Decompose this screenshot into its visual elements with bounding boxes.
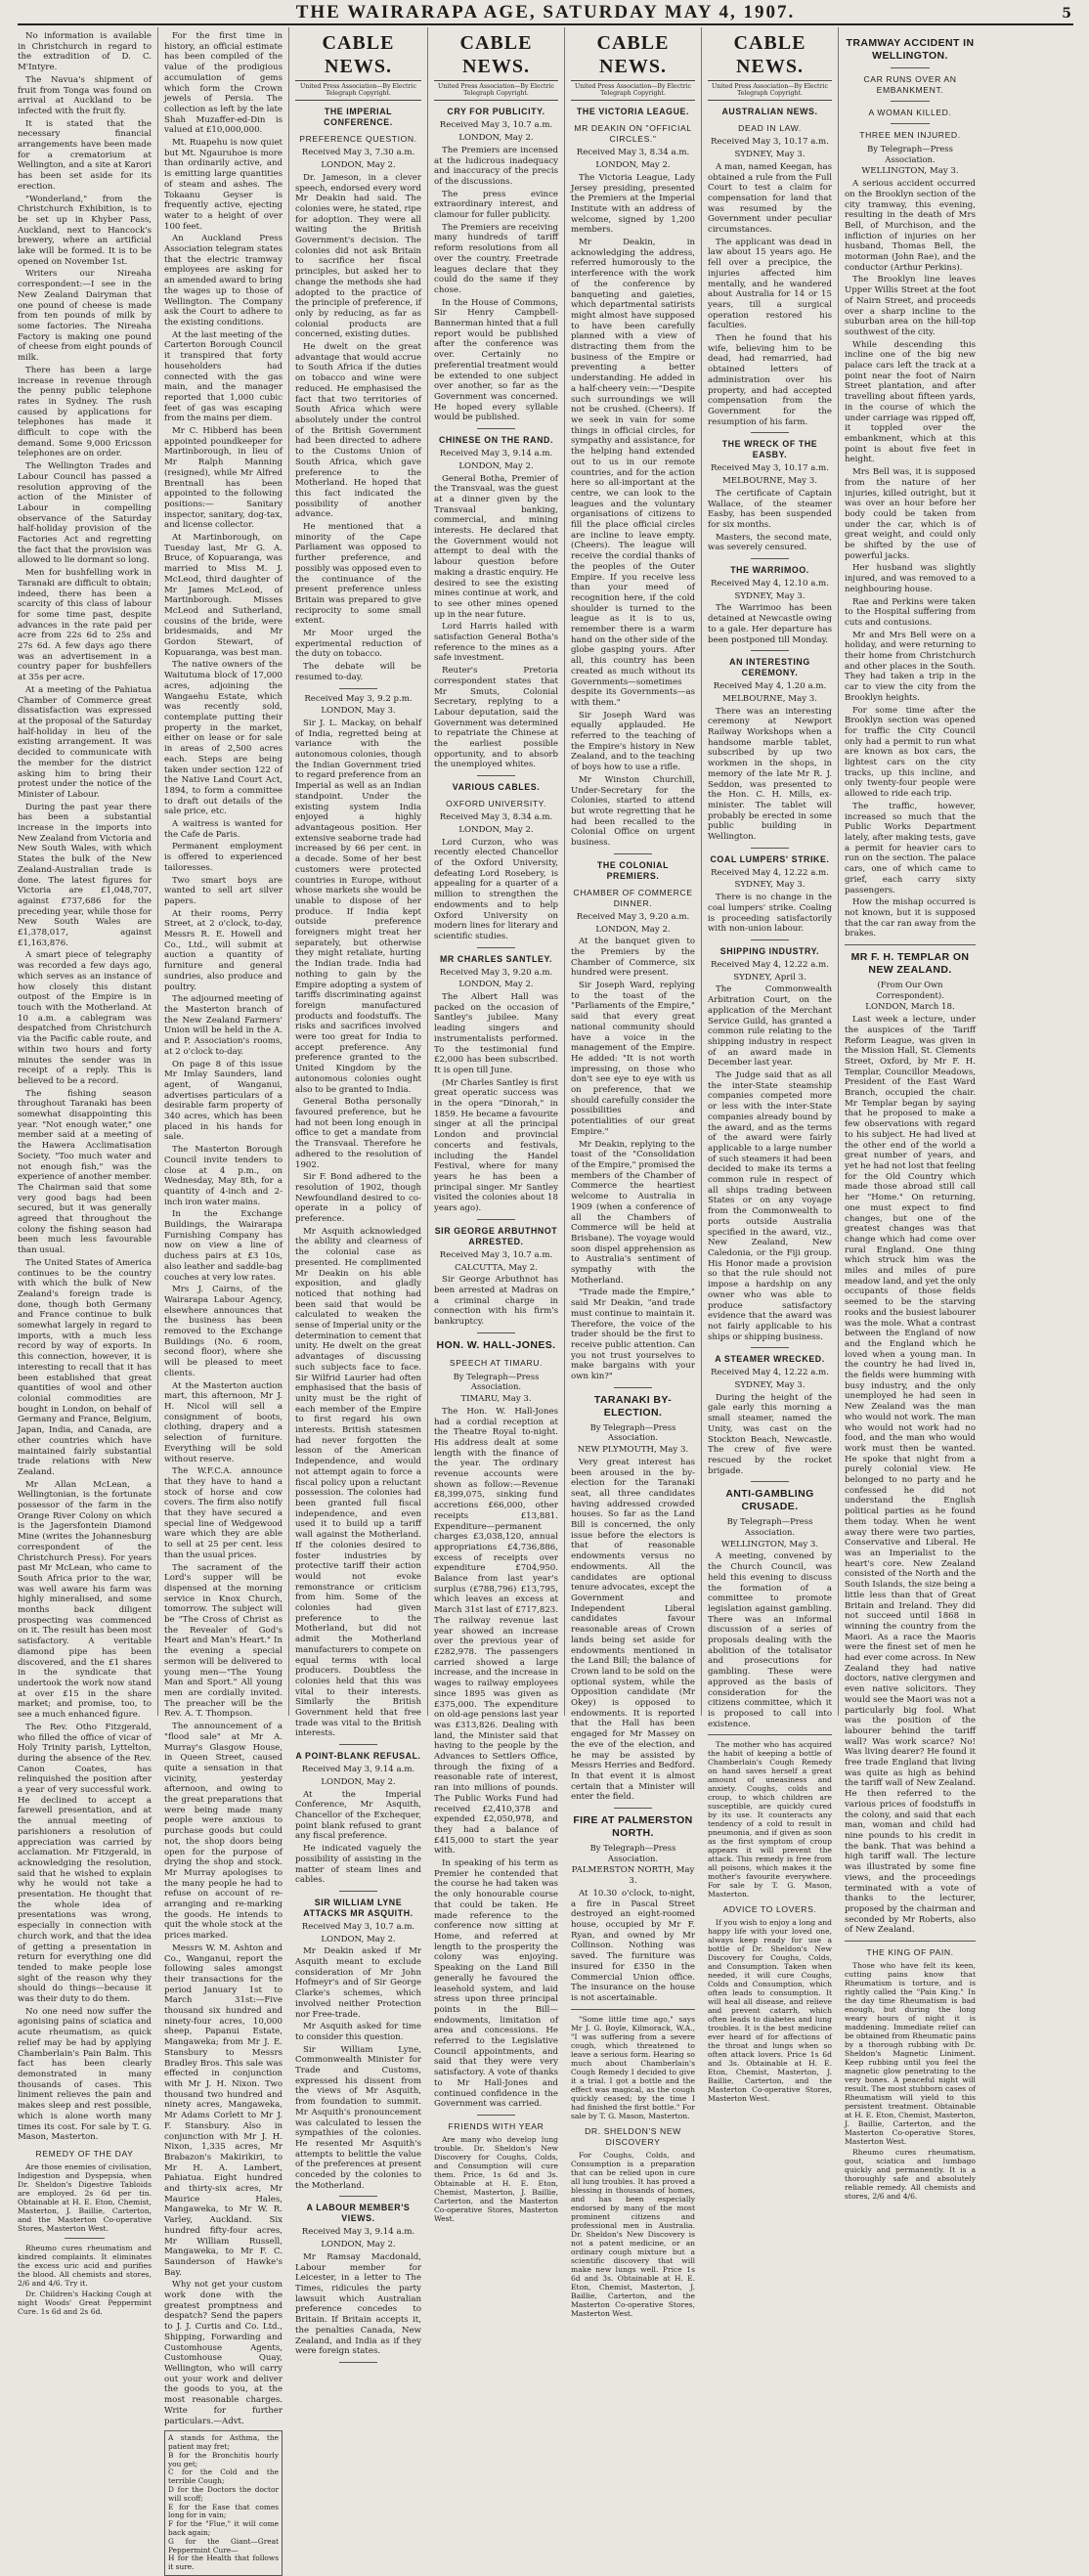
dateline: SYDNEY, May 3.: [734, 590, 806, 601]
copyright-line: United Press Association—By Electric Telegraph Copyright.: [571, 83, 695, 101]
article-paragraph: Mrs J. Cairns, of the Wairarapa Labour Agency, elsewhere announces that the business has been removed to the Exchange Buildings (No. 6 room, second floor), where she will be pleased to meet clients.: [164, 1285, 283, 1378]
section-divider: [845, 944, 976, 945]
article-paragraph: In the House of Commons, Sir Henry Campbell-Bannerman hinted that a full report would be published after the conference was over. Certainly no preferential treatment would be extended to one subject over another, so far as the Government was concerned. He hoped every syllable would be published.: [434, 297, 558, 423]
dateline: LONDON, May 2.: [458, 133, 534, 144]
article-paragraph: The Albert Hall was packed on the occasion of Santley's jubilee. Many leading singers and instrumentalists performed. To the testimonial fund £2,000 has been subscribed. It is open till June.: [434, 992, 558, 1075]
section-divider: [339, 1744, 377, 1745]
received-time: Received May 4, 12.10 a.m.: [711, 579, 829, 589]
article-paragraph: Mr Winston Churchill, Under-Secretary for the Colonies, started to attend but wrote regretting that he had been recalled to the Colonial Office on urgent business.: [571, 774, 695, 849]
copyright-line: United Press Association—By Electric Telegraph Copyright.: [708, 83, 832, 101]
advertisement-text: For Coughs, Colds, and Consumption is a preparation that can be relied upon in cure all lung troubles. It has proved a blessing in thousands of homes, and has been especially endorsed by many of the most prominent citizens and professional men in Australia. Dr. Sheldon's New Discovery is not a patent medicine, or an ordinary cough mixture but a scientific discovery that will make new lungs well. Price 1s 6d and 3s. Obtainable at H. E. Eton, Chemist, Masterton, J. Baillie, Carterton, and the Masterton Co-operative Stores, Masterton West.: [571, 2150, 695, 2318]
article-paragraph: The W.F.C.A. announce that they have to hand a stock of horse and cow covers. The firm also notify that they have secured a special line of Wedgewood ware which they are able to sell at 25 per cent. less than the usual prices.: [164, 1466, 283, 1560]
received-time: Received May 3, 9.14 a.m.: [439, 449, 553, 459]
article-paragraph: The adjourned meeting of the Masterton branch of the New Zealand Farmers' Union will be held in the A. and P. Association's rooms, at 2 o'clock to-day.: [164, 994, 283, 1057]
article-paragraph: He mentioned that a minority of the Cape Parliament was opposed to further preference, and possibly was opposed even to the continuance of the present preference unless Britain was prepared to give reciprocity to some small extent.: [295, 522, 421, 627]
article-paragraph: At the banquet given to the Premiers by the Chamber of Commerce, six hundred were present.: [571, 937, 695, 979]
section-divider: [845, 1941, 976, 1942]
article-paragraph: The traffic, however, increased so much that the Public Works Department lately, after making tests, gave a permit for heavier cars to run on the section. The palace cars, one of which came to grief, each carry sixty passengers.: [845, 801, 976, 895]
dateline: LONDON, May 2.: [595, 924, 671, 935]
article-paragraph: The press evince extraordinary interest, and clamour for fuller publicity.: [434, 189, 558, 221]
acrostic-line: E for the Ease that comes long for in vain;: [168, 2502, 279, 2520]
article-paragraph: Lord Curzon, who was recently elected Chancellor of the Oxford University, defeating Lord Rosebery, is appealing for a quarter of a million to strengthen the endowments and to help Oxford University on modern lines for literary and scientific studies.: [434, 837, 558, 941]
byline: By Telegraph—Press Association.: [867, 144, 953, 164]
section-subheading: DEAD IN LAW.: [738, 123, 802, 134]
section-divider: [751, 1347, 788, 1348]
article-paragraph: The native owners of the Waitutuma block of 17,000 acres, adjoining the Wangaehu Estate, which was recently sold, contemplate putting their property in the market, either on lease or for sale in areas of 2,500 acres each. Steps are being taken under section 122 of the Native Land Court Act, 1894, to form a committee to draft out details of the sale price, etc.: [164, 660, 283, 817]
dateline: LONDON, May 2.: [321, 1934, 396, 1944]
ad-heading: DR. SHELDON'S NEW DISCOVERY: [585, 2125, 681, 2147]
section-divider: [751, 939, 788, 940]
acrostic-advertisement: [164, 2430, 283, 2576]
article-paragraph: Sir George Arbuthnot has been arrested at Madras on a criminal charge in connection with his firm's bankruptcy.: [434, 1275, 558, 1328]
section-heading: VARIOUS CABLES.: [452, 782, 541, 793]
section-heading: THE IMPERIAL CONFERENCE.: [324, 107, 393, 128]
article-paragraph: At a meeting of the Pahiatua Chamber of Commerce great dissatisfaction was expressed at the proposal of the Saturday half-holiday in lieu of the existing arrangement. It was decided to communicate with the member for the district asking him to bring their protest under the notice of the Minister of Labour.: [18, 684, 152, 800]
article-paragraph: Sir William Lyne, Commonwealth Minister for Trade and Customs, expressed his dissent from the views of Mr Asquith, from foundation to summit. Mr Asquith's pronouncement was calculated to lessen the sympathies of the colonies. He resented Mr Asquith's attempts to belittle the value of the preferences at present conceded by the colonies to the Motherland.: [295, 2044, 421, 2191]
article-paragraph: For some time after the Brooklyn section was opened for traffic the City Council only had a permit to run what are known as box cars, the lightest cars on the city tracks, up this incline, and only twenty-four people were allowed to ride each trip.: [845, 705, 976, 800]
article-paragraph: "Trade made the Empire," said Mr Deakin, "and trade must continue to maintain it. Therefore, the voice of the trader should be the first to receive public attention. Can you not trust yourselves to make bargains with your own kin?": [571, 1288, 695, 1382]
article-subheading: CAR RUNS OVER AN EMBANKMENT.: [863, 74, 957, 95]
article-paragraph: While descending this incline one of the big new palace cars left the track at a point near the foot of Nairn Street plantation, and after travelling about fifteen yards, in the course of which the under carriage was ripped off, it toppled over the embankment, which at this point is about five feet in height.: [845, 339, 976, 465]
received-time: Received May 3, 10.17 a.m.: [711, 137, 829, 148]
article-paragraph: No one need now suffer the agonising pains of sciatica and acute rheumatism, as quick relief may be had by applying Chamberlain's Pain Balm. This fact has been clearly demonstrated in many thousands of cases. This liniment relieves the pain and makes sleep and rest possible, which is alone worth many times its cost. For sale by T. G. Mason, Masterton.: [18, 2006, 152, 2143]
article-paragraph: During the height of the gale early this morning a small steamer, named the Unity, was cast on the Stockton Beach, Newcastle. The crew of five were rescued by the rocket brigade.: [708, 1392, 832, 1476]
article-paragraph: Then he found that his wife, believing him to be dead, had remarried, had obtained letters of administration over his property, and had accepted compensation from the Government for the resumption of his farm.: [708, 333, 832, 427]
article-paragraph: "Wonderland," from the Christchurch Exhibition, is to be set up in Khyber Pass, Auckland, next to Hancock's brewery, where an artificial lake will be formed. It is to be opened on November 1st.: [18, 194, 152, 267]
received-time: Received May 3, 9.2 p.m.: [304, 693, 413, 704]
article-paragraph: How the mishap occurred is not known, but it is supposed that the car ran away from the brakes.: [845, 897, 976, 939]
section-subheading: OXFORD UNIVERSITY.: [446, 799, 546, 809]
received-time: Received May 3, 10.17 a.m.: [711, 463, 829, 474]
article-paragraph: He indicated vaguely the possibility of assisting in the matter of steam lines and cables.: [295, 1844, 421, 1886]
section-heading: THE VICTORIA LEAGUE.: [576, 107, 690, 117]
article-paragraph: Why not get your custom work done with the greatest promptness and despatch? Send the papers to J. J. Curtis and Co. Ltd., Shipping, Forwarding and Customhouse Agents, Customhouse Quay, Wellington, who will carry out your work and deliver the goods to you, at the most reasonable charges. Write for further particulars.—Advt.: [164, 2280, 283, 2426]
article-paragraph: The Commonwealth Arbitration Court, on the application of the Merchant Service Guild, has granted a common rule relating to the shipping industry in respect of an award made in December last year.: [708, 984, 832, 1069]
section-heading: AN INTERESTING CEREMONY.: [729, 657, 810, 678]
section-divider: [339, 2362, 377, 2363]
advertisement-text: Are those enemies of civilisation, Indigestion and Dyspepsia, when Dr. Sheldon's Digestive Tabloids are employed. 2s 6d per tin. Obtainable at H. E. Eton, Chemist, Masterton, J. Baillie, Carterton, and the Masterton Co-operative Stores, Masterton West.: [18, 2161, 152, 2233]
section-heading: A POINT-BLANK REFUSAL.: [295, 1751, 421, 1762]
advertisement-text: Those who have felt its keen, cutting pains know that Rheumatism is torture, and is rightly called the "Pain King." In the day time Rheumatism is bad enough, but during the long weary hours of night it is maddening. Immediate relief can be obtained from Rheumatic pains by a thorough rubbing with Dr. Sheldon's Magnetic Liniment. Keep rubbing until you feel the magnetic glow penetrating to the very bones. A peaceful night will result. The most stubborn cases of Rheumatism will yield to this persistent treatment. Obtainable at H. E. Eton, Chemist, Masterton, J. Baillie, Carterton, and the Masterton Co-operative Stores, Masterton West.: [845, 1961, 976, 2147]
received-time: Received May 3, 8.34 a.m.: [439, 812, 553, 823]
section-heading: THE WARRIMOO.: [730, 565, 809, 576]
article-paragraph: There is no change in the coal lumpers' strike. Coaling is proceeding satisfactorily with non-union labour.: [708, 893, 832, 935]
section-heading: COAL LUMPERS' STRIKE.: [710, 853, 830, 864]
article-paragraph: Mt. Ruapehu is now quiet but Mt. Ngauruhoe is more than ordinarily active, and is emitting large quantities of steam and ashes. The Tokaanu Geyser is frequently active, ejecting water to a height of over 100 feet.: [164, 138, 283, 232]
byline: (From Our Own Correspondent).: [876, 980, 944, 1000]
dateline: NEW PLYMOUTH, May 3.: [577, 1445, 689, 1456]
article-paragraph: There has been a large increase in revenue through the penny public telephone rates in Sydney. The rush caused by applications for telephones has made it difficult to cope with the demand. Some 9,000 Ericsson telephones are on order.: [18, 365, 152, 459]
article-paragraph: Sir J. L. Mackay, on behalf of India, regretted being at variance with the autonomous colonies, though the Indian Government tried to regard preference from an Imperial as well as an Indian standpoint. Under the existing system India enjoyed a highly advantageous position. Her extensive seaborne trade had increased by 66 per cent. in a decade. Some of her best customers were protected countries in Europe, without whose markets she would be unable to dispose of her produce. If India kept outside preference foreigners might treat her separately, but otherwise they might retaliate, hurting the Indian trade. India had nothing to gain by the Empire adopting a system of tariffs discriminating against foreign manufactured products and foodstuffs. The risks and sacrifices involved were too great for India to accept preference. Any preference granted to the United Kingdom by the autonomous colonies ought also to be granted to India.: [295, 718, 421, 1095]
article-paragraph: A man, named Keegan, has obtained a rule from the Full Court to test a claim for compensation for land that was resumed by the Government under peculiar circumstances.: [708, 161, 832, 236]
ad-heading: REMEDY OF THE DAY: [35, 2148, 134, 2159]
article-paragraph: For the first time in history, an official estimate has been compiled of the value of the prodigious accumulation of gems which form the Crown jewels of Persia. The collection as left by the late Shah Muzaffer-ed-Din is valued at £10,000,000.: [164, 31, 283, 136]
section-divider: [614, 1387, 651, 1388]
dateline: SYDNEY, May 3.: [734, 150, 806, 160]
byline: By Telegraph—Press Association.: [589, 1843, 676, 1863]
section-divider: [614, 853, 651, 854]
article-paragraph: The United States of America continues to be the country with which the bulk of New Zealand's foreign trade is done, though both Germany and France continue to bulk somewhat largely in regard to imports, with a much less record by way of exports. In this connection, however, it is interesting to recall that it has been established that great quantities of wool and other colonial commodities are bought in London, on behalf of Germany and France, Belgium, Japan, India, and Canada, are other countries which have maintained fairly substantial trade relations with New Zealand.: [18, 1257, 152, 1477]
section-heading: SIR GEORGE ARBUTHNOT ARRESTED.: [434, 1225, 558, 1246]
ad-heading: THE KING OF PAIN.: [866, 1947, 954, 1958]
column-6: [702, 27, 839, 2104]
article-paragraph: There was an interesting ceremony at Newport Railway Workshops when a handsome marble tablet, subscribed by up two workmen in the shops, in memory of the late Mr R. J. Seddon, was presented to the Hon. C. H. Mills, ex-minister. The tablet will probably be erected in some public building in Wellington.: [708, 706, 832, 843]
dateline: LONDON, May 2.: [321, 2240, 396, 2250]
section-divider: [477, 1332, 514, 1333]
advertisement-text: If you wish to enjoy a long and happy life with your loved one, always keep ready for use a bottle of Dr. Sheldon's New Discovery for Coughs, Colds, and Consumption. Taken when needed, it will cure Coughs, Colds and Consumption, which often leads to consumption. It will heal all disease, and relieve and prevent catarrh, which often leads to diabetes and lung troubles. It is the best medicine ever heard of for affections of the throat and lungs when so often attack lovers. Price 1s 6d and 3s. Obtainable at H. E. Eton, Chemist, Masterton, J. Baillie, Carterton, and the Masterton Co-operative Stores, Masterton West.: [708, 1918, 832, 2104]
article-paragraph: Writers our Nireaha correspondent:—I see in the New Zealand Dairyman that one pound of cheese is made from ten pounds of milk by some factories. The Nireaha Factory is making one pound of cheese from eight pounds of milk.: [18, 269, 152, 364]
dateline: LONDON, May 2.: [458, 824, 534, 835]
article-paragraph: In speaking of his term as Premier he contended that the course he had taken was the only honourable course that could be taken. He made reference to the conference now sitting at Home, and referred at length to the prosperity the colony was enjoying. Speaking on the Land Bill generally he favoured the leasehold system, and laid stress upon three principal points in the Bill—endowments, limitation of area and concessions. He referred to the Legislative Council appointments, and said that they were very satisfactory. A vote of thanks to Mr Hall-Jones and continued confidence in the Government was carried.: [434, 1858, 558, 2110]
page-number: 5: [1062, 6, 1071, 22]
article-paragraph: Dr. Jameson, in a clever speech, endorsed every word Mr Deakin had said. The colonies were, he stated, ripe for adoption. They were all waiting the British Government's decision. The colonies did not ask Britain to sacrifice her fiscal principles, but asked her to change the methods she had adopted to the practice of the principle of preference, if only by reducing, as far as colonial products are concerned, existing duties.: [295, 172, 421, 340]
dateline: CALCUTTA, May 2.: [455, 1262, 538, 1273]
article-paragraph: Mr Deakin, replying to the toast of the "Consolidation of the Empire," promised the members of the Chamber of Commerce the heartiest welcome to Australia in 1909 (when a conference of all the Chambers of Commerce will be held at Brisbane). The voyage would soon dispel apprehension as to Australia's sentiment of sympathy with the Motherland.: [571, 1139, 695, 1286]
received-time: Received May 4, 1.20 a.m.: [713, 681, 827, 692]
columns: [18, 27, 1073, 2572]
article-paragraph: Messrs W. M. Ashton and Co., Wanganui, report the following sales amongst their transactions for the period January 1st to March 31st:—Five thousand six hundred and ninety-four acres, 10,000 sheep, Papanui Estate, Mangaweka; from Mr J. E. Stansbury to Messrs Bradley Bros. This sale was effected in conjunction with Mr J. H. Nixon. Two thousand two hundred and ninety acres, Mangaweka, Mr Adams Corlett to Mr J. F. Stansbury. Also in conjunction with Mr J. H. Nixon, 1,335 acres, Mr Brabazon's Makirikiri, to Mr H. A. Lambert, Pahiatua. Eight hundred and thirty-six acres, Mr Maurice Hales, Mangaweka, to Mr W. R. Varley, Auckland. Six hundred fifty-four acres, Mr William Russell, Mangaweka, to Mr F. C. Saunderson of Hawke's Bay.: [164, 1943, 283, 2278]
article-paragraph: During the past year there has been a substantial increase in the imports into New Zealand from Victoria and New South Wales, with which States the bulk of the New Zealand-Australian trade is done. The latest figures for Victoria are £1,048,707, against £737,686 for the preceding year, while those for New South Wales are £1,378,017, against £1,163,876.: [18, 802, 152, 948]
article-heading: FIRE AT PALMERSTON NORTH.: [573, 1814, 693, 1840]
article-paragraph: A waitress is wanted for the Cafe de Paris.: [164, 819, 283, 840]
column-1: [18, 27, 158, 2316]
dateline: TIMARU, May 3.: [460, 1394, 532, 1405]
article-paragraph: Mrs Bell was, it is supposed from the nature of her injuries, killed outright, but it was over an hour before her body could be taken from under the car, which is of great weight, and could only be shifted by the use of powerful jacks.: [845, 467, 976, 561]
column-2: [158, 27, 289, 2572]
article-paragraph: Lord Harris hailed with satisfaction General Botha's reference to the mines as a safe investment.: [434, 622, 558, 664]
article-paragraph: Mr C. Hibberd has been appointed poundkeeper for Martinborough, in lieu of Mr Ralph Manning (resigned), while Mr Alfred Brentnall has been appointed to the following positions:— Sanitary inspector, sanitary, dog-tax, and license collector.: [164, 426, 283, 531]
acrostic-line: D for the Doctors the doctor will scoff;: [168, 2484, 279, 2503]
advertisement-text: Are many who develop lung trouble. Dr. Sheldon's New Discovery for Coughs, Colds, and Consumption will cure them. Price, 1s 6d and 3s. Obtainable at H. E. Eton, Chemist, Masterton, J. Baillie, Carterton, and the Masterton Co-operative Stores, Masterton West.: [434, 2134, 558, 2223]
received-time: Received May 3, 8.34 a.m.: [576, 148, 690, 158]
dateline: LONDON, May 2.: [321, 160, 396, 171]
byline: By Telegraph—Press Association.: [589, 1421, 676, 1443]
article-paragraph: (Mr Charles Santley is first great operatic success was in the opera "Dinorah," in 1859. He became a favourite singer at all the principal London and provincial concerts and festivals, including the Handel Festival, where for many years he has been a principal singer. Mr Santley visited the colonies about 18 years ago).: [434, 1077, 558, 1214]
section-divider: [339, 2196, 377, 2197]
article-paragraph: Very great interest has been aroused in the by-election for the Taranaki seat, all three candidates having addressed crowded houses. So far as the Land Bill is concerned, the only issue before the electors is that of reasonable endowments versus no endowments. All the candidates are optional tenure advocates, except the Government and Independent Liberal candidates favour reasonable areas of Crown lands being set aside for endowments mentioned in the Land Bill; the balance of Crown land to be sold on the optional system, while the Opposition candidate (Mr Okey) is opposed to endowments. It is reported that the Hall has been engaged for Mr Massey on the eve of the election, and he may be assisted by Messrs Herries and Bedford. In that event it is almost certain that a Minister will enter the field.: [571, 1457, 695, 1803]
received-time: Received May 4, 12.22 a.m.: [711, 1368, 829, 1378]
article-paragraph: Sir Joseph Ward was equally applauded. He referred to the teaching of the Empire's history in New Zealand, and to the teaching of boys how to use a rifle.: [571, 710, 695, 773]
cable-news-heading: CABLE NEWS.: [708, 31, 832, 81]
article-paragraph: The Hon. W. Hall-Jones had a cordial reception at the Theatre Royal to-night. His address dealt at some length with the finance of the year. The ordinary revenue accounts were shown as follow:—Revenue £8,399,075, sinking fund accretions £66,000, other receipts £13,881. Expenditure—permanent charges £3,038,120, annual appropriations £4,736,886, excess of receipts over expenditure £704,950. Balance from last year's surplus (£788,796) £13,795, which leaves an excess at March 31st last of £717,823. The railway revenue last year showed an increase over the previous year of £282,978. The passengers carried showed a large increase, and the increase in wages to railway employees since 1895 was given as £375,000. The expenditure on old-age pensions last year was £313,826. Dealing with land, the Minister said that having to the people by the Advances to Settlers Office, through the fixing of a reasonable rate of interest, ran into millions of pounds. The Public Works Fund had received £2,410,378 and expended £2,050,978, and they had a balance of £415,000 to start the year with.: [434, 1406, 558, 1856]
article-paragraph: At their rooms, Perry Street, at 2 o'clock, to-day, Messrs R. E. Howell and Co., Ltd., will submit at auction a quantity of furniture and general sundries, also produce and poultry.: [164, 908, 283, 992]
section-divider: [477, 1219, 514, 1220]
ad-heading: ADVICE TO LOVERS.: [722, 1904, 817, 1915]
article-paragraph: The Brooklyn line leaves Upper Willis Street at the foot of Nairn Street, and proceeds over a sharp incline to the suburban area on the hill-top southwest of the city.: [845, 275, 976, 337]
article-subheading: A WOMAN KILLED.: [868, 108, 952, 117]
acrostic-line: F for the "Flue," it will come back again;: [168, 2519, 279, 2537]
section-heading: MR CHARLES SANTLEY.: [439, 953, 552, 964]
copyright-line: United Press Association—By Electric Telegraph Copyright.: [434, 83, 558, 101]
acrostic-line: H for the Health that follows it sure.: [168, 2554, 279, 2572]
article-paragraph: A smart piece of telegraphy was recorded a few days ago, which serves as an instance of how closely this distant outpost of the Empire is in touch with the Motherland. At 10 a.m. a cablegram was despatched from Christchurch via the Pacific cable route, and within two hours and forty minutes the sender was in receipt of a reply. This is believed to be a record.: [18, 950, 152, 1086]
article-paragraph: On page 8 of this issue Mr Imlay Saunders, land agent, of Wanganui, advertises particulars of a desirable farm property of 340 acres, which has been placed in his hands for sale.: [164, 1059, 283, 1143]
dateline: LONDON, May 2.: [458, 980, 534, 990]
masthead-title: THE WAIRARAPA AGE, SATURDAY MAY 4, 1907.: [295, 2, 796, 22]
article-paragraph: Reuter's Pretoria correspondent states that Mr Smuts, Colonial Secretary, replying to a Labour deputation, said the Government was determined to repatriate the Chinese at the earliest possible opportunity, and to absorb the unemployed whites.: [434, 666, 558, 770]
dateline: LONDON, May 2.: [321, 1776, 396, 1787]
advertisement-text: Rheumo cures rheumatism, gout, sciatica and lumbago quickly and permanently. It is a thoroughly safe and absolutely reliable remedy. All chemists and stores, 2/6 and 4/6.: [845, 2148, 976, 2202]
section-divider: [339, 1891, 377, 1892]
article-paragraph: General Botha personally favoured preference, but he had not been long enough in office to get a mandate from the Transvaal. Therefore he adhered to the resolution of 1902.: [295, 1097, 421, 1170]
section-heading: SHIPPING INDUSTRY.: [719, 946, 820, 956]
section-heading: CHINESE ON THE RAND.: [438, 435, 554, 446]
article-paragraph: The Warrimoo has been detained at Newcastle owing to a gale. Her departure has been postponed till Monday.: [708, 603, 832, 645]
article-paragraph: Two smart boys are wanted to sell art silver papers.: [164, 875, 283, 906]
section-subheading: CHAMBER OF COMMERCE DINNER.: [573, 887, 693, 908]
section-heading: THE WRECK OF THE EASBY.: [721, 439, 818, 460]
dateline: LONDON, May 3.: [321, 706, 396, 717]
received-time: Received May 3, 9.20 a.m.: [439, 967, 553, 978]
article-paragraph: Her husband was slightly injured, and was removed to a neighbouring house.: [845, 563, 976, 594]
byline: By Telegraph—Press Association.: [726, 1516, 813, 1538]
masthead: [18, 0, 1073, 25]
article-paragraph: At the Masterton auction mart, this afternoon, Mr J. H. Nicol will sell a consignment of boots, clothing, drapery and a selection of furniture. Everything will be sold without reserve.: [164, 1380, 283, 1464]
article-paragraph: The Premiers are incensed at the ludicrous inadequacy and inaccuracy of the precis of the discussions.: [434, 145, 558, 187]
article-paragraph: Mr Allan McLean, a Wellingtonian, is the fortunate possessor of the farm in the Orange River Colony on which is the Jagersfontein Diamond Mine (writes the Johannesburg correspondent of the Christchurch Press). For years past Mr McLean, who came to South Africa prior to the war, was well aware his farm was highly mineralised, and some months back diligent prospecting was commenced on it. The result has been most satisfactory. A veritable diamond pipe has been discovered, and the £1 shares in the syndicate that undertook the work now stand at over £15 in the share market; and promise, too, to see a much enhanced figure.: [18, 1479, 152, 1721]
article-paragraph: A meeting, convened by the Church Council, was held this evening to discuss the formation of a committee to promote legislation against gambling. There was an informal discussion of a series of proposals dealing with the abolition of the totalisator and prosecutions for gambling. These were approved as the basis of consideration for the citizens committee, which it is proposed to call into existence.: [708, 1551, 832, 1729]
acrostic-line: G for the Giant—Great Peppermint Cure—: [168, 2536, 279, 2554]
article-paragraph: At Martinborough, on Tuesday last, Mr G. A. Bruce, of Kopuaranga, was married to Miss M. J. McLeod, third daughter of Mr James McLeod, of Martinborough. Misses McLeod and Sutherland, cousins of the bride, were bridesmaids, and Mr Gordon Stewart, of Kopuaranga, was best man.: [164, 533, 283, 658]
received-time: Received May 3, 9.20 a.m.: [576, 911, 690, 922]
article-heading: MR F. H. TEMPLAR ON NEW ZEALAND.: [850, 951, 970, 977]
section-divider: [477, 775, 514, 776]
acrostic-line: C for the Cold and the terrible Cough;: [168, 2467, 279, 2486]
dateline: LONDON, May 2.: [595, 160, 671, 171]
article-paragraph: Mr Asquith acknowledged the ability and clearness of the colonial case as presented. He complimented Mr Deakin on his able exposition, and gladly noticed that nothing had been said that would be calculated to weaken the sense of Imperial unity or the determination to cement that unity. He dwelt on the great advantages of discussing such subjects face to face. Sir Wilfrid Laurier had often emphasised that the basis of unity must be the right of each member of the Empire to first regard his own interests. British statesmen had never forgotten the lesson of the American Independence, and would not attempt again to force a fiscal policy upon a reluctant possession. The colonies had been granted full fiscal independence, and even used it to build up a tariff wall against the Motherland. If the colonies desired to foster industries by protective tariff their action would not evoke remonstrance or criticism from him. Some of the colonies had given preference to the Motherland, but did not admit the Motherland manufacturers to compete on equal terms with local producers. Doubtless the colonies held that this was vital to their interests. Similarly the British Government held that free trade was vital to the British interests.: [295, 1226, 421, 1739]
article-paragraph: The Premiers are receiving many hundreds of tariff reform resolutions from all over the country. Freetrade leagues declare that they could do the same if they chose.: [434, 222, 558, 295]
article-heading: HON. W. HALL-JONES.: [436, 1338, 556, 1351]
dateline: SYDNEY, May 3.: [734, 1380, 806, 1391]
dateline: MELBOURNE, May 3.: [722, 693, 817, 704]
article-paragraph: The Masterton Borough Council invite tenders to close at 4 p.m., on Wednesday, May 8th, for a quantity of 4-inch and 2-inch iron water mains.: [164, 1145, 283, 1207]
article-paragraph: Mr Deakin, in acknowledging the address, referred humorously to the interference with the work of the conference by banqueting and gaieties, which departmental satirists might almost have supposed to have been carefully planned with a view of distracting them from the business of the Empire or preventing a better understanding. He added in a half-cheery vein:—"Despite such surroundings we will not be crushed. (Cheers). If we seek in vain for some things in official circles, for sympathy and assistance, for the helping hand extended out to us in our remote countries, and for the action here so all-important at the centre, we can look to the leagues and the voluntary organisations of citizens to fill the place official circles are incline to leave empty. (Cheers). The league will receive the cordial thanks of the peoples of the Outer Empire. If you receive less than your meed of recognition here, if the cold shoulder is turned to the league as it is to us, remember there is a warm hand on the other side of the globe gasping yours. After all, this country has been created as much without its Governments—sometimes despite its Governments—as with them.": [571, 238, 695, 708]
received-time: Received May 4, 12.22 a.m.: [711, 867, 829, 878]
section-heading: A LABOUR MEMBER'S VIEWS.: [306, 2203, 411, 2224]
article-paragraph: Masters, the second mate, was severely censured.: [708, 532, 832, 553]
article-paragraph: The Navua's shipment of fruit from Tonga was found on arrival at Auckland to be infected with the fruit fly.: [18, 74, 152, 116]
column-4: [428, 27, 565, 2223]
article-paragraph: Mr and Mrs Bell were on a holiday, and were returning to their home from Christchurch and other places in the South. They had taken a trip in the car to view the city from the Brooklyn heights.: [845, 630, 976, 703]
section-heading: CRY FOR PUBLICITY.: [447, 107, 545, 117]
dateline: MELBOURNE, May 3.: [722, 476, 817, 487]
article-paragraph: Men for bushfelling work in Taranaki are difficult to obtain; indeed, there has been a scarcity of this class of labour for some time past, despite advances in the rate paid per acre from 22s 6d to 25s and 27s 6d. A few days ago there was an advertisement in a country paper for bushfellers at 35s per acre.: [18, 568, 152, 683]
advertisement-text: The mother who has acquired the habit of keeping a bottle of Chamberlain's Cough Remedy on hand saves herself a great amount of uneasiness and anxiety. Coughs, colds and croup, to which children are susceptible, are quickly cured by its use. It counteracts any tendency of a cold to result in pneumonia, and if given as soon as the first symptom of croup appears it will prevent the attack. This remedy is free from all poisons, which makes it the mother's favourite everywhere. For sale by T. G. Mason, Masterton.: [708, 1740, 832, 1899]
section-divider: [708, 1734, 832, 1735]
article-paragraph: Sir F. Bond adhered to the resolution of 1902, though Newfoundland desired to co-operate in a policy of preference.: [295, 1172, 421, 1225]
article-paragraph: The certificate of Captain Wallace, of the steamer Easby, has been suspended for six months.: [708, 488, 832, 530]
article-paragraph: Mr Moor urged the experimental reduction of the duty on tobacco.: [295, 629, 421, 660]
dateline: WELLINGTON, May 3.: [720, 1539, 819, 1550]
section-subheading: MR DEAKIN ON "OFFICIAL CIRCLES.": [574, 123, 692, 145]
section-divider: [339, 688, 377, 689]
article-paragraph: Mr Ramsay Macdonald, Labour member for Leicester, in a letter to The Times, ridicules the party lawsuit which Australian preference concedes to Britain. If Britain accepts it, the penalties Canada, New Zealand, and India as if they were foreign states.: [295, 2251, 421, 2357]
article-paragraph: Mr Deakin asked if Mr Asquith meant to exclude consideration of Mr John Hofmeyr's and of Sir George Clarke's schemes, which involved neither Protection nor Free-trade.: [295, 1946, 421, 2020]
section-divider: [614, 1808, 651, 1809]
section-divider: [477, 2115, 514, 2116]
section-divider: [477, 947, 514, 948]
article-paragraph: Sir Joseph Ward, replying to the toast of the "Parliaments of the Empire," said that every great national community should have a voice in the management of the Empire. He added: "It is not worth impressing, on those who don't see eye to eye with us on preference, that we should carefully consider the possibilities and potentialities of our great Empire.": [571, 981, 695, 1137]
dateline: LONDON, May 2.: [458, 460, 534, 471]
section-divider: [751, 558, 788, 559]
article-paragraph: An Auckland Press Association telegram states that the electric tramway employees are asking for an amended award to bring the wages up to those of Wellington. The Company ask the Court to adhere to the existing conditions.: [164, 234, 283, 327]
copyright-line: United Press Association—By Electric Telegraph Copyright.: [295, 83, 421, 101]
article-paragraph: Permanent employment is offered to experienced tailoresses.: [164, 842, 283, 873]
section-divider: [751, 1481, 788, 1482]
cable-news-heading: CABLE NEWS.: [295, 31, 421, 81]
article-paragraph: The Victoria League, Lady Jersey presiding, presented the Premiers at the Imperial Institute with an address of welcome, signed by 1,200 members.: [571, 172, 695, 236]
article-paragraph: General Botha, Premier of the Transvaal, was the guest at a dinner given by the Transvaal banking, commercial, and mining interests. He declared that the Government would not attempt to deal with the labour question before making a drastic enquiry. He desired to see the existing mines continue at work, and to see other mines opened up in the near future.: [434, 473, 558, 620]
section-divider: [65, 2238, 105, 2239]
section-divider: [751, 848, 788, 849]
article-paragraph: Mr Asquith asked for time to consider this question.: [295, 2022, 421, 2042]
dateline: SYDNEY, May 3.: [734, 880, 806, 891]
article-paragraph: At the Imperial Conference, Mr Asquith, Chancellor of the Exchequer, point blank refused to grant any fiscal preference.: [295, 1789, 421, 1842]
article-subheading: SPEECH AT TIMARU.: [449, 1357, 544, 1368]
section-heading: AUSTRALIAN NEWS.: [721, 107, 818, 117]
article-paragraph: The Wellington Trades and Labour Council has passed a resolution approving of the action of the Minister of Labour in compelling observance of the Saturday half-holiday provision of the Factories Act and regretting the fact that the provision was allowed to lie dormant so long.: [18, 461, 152, 566]
advertisement-text: Dr. Children's Hacking Cough at night Woods' Great Peppermint Cure. 1s 6d and 2s 6d.: [18, 2289, 152, 2316]
section-subheading: PREFERENCE QUESTION.: [299, 134, 417, 145]
article-paragraph: At 10.30 o'clock, to-night, a fire in Pascal Street destroyed an eight-roomed house, occupied by Mr F. Ryan, and owned by Mr Collinson. Nothing was saved. The furniture was insured for £350 in the Commercial Union office. The insurance on the house is not ascertainable.: [571, 1888, 695, 2003]
column-3: [289, 27, 428, 2357]
article-paragraph: The Judge said that as all the inter-State steamship companies competed more or less with the inter-State companies already bound by the award, and as the terms of the award were fairly applicable to a large number of such steamers it had been decided to make its terms a common rule in respect of all ships trading between States or on any voyage from the Commonwealth to ports outside Australia specified in the award, viz., New Zealand, New Caledonia, or the Fiji group. His Honor made a provision so that the rule should not impose a hardship on any owner who was able to produce satisfactory evidence that the award was not fairly applicable to his ships or shipping business.: [708, 1070, 832, 1342]
dateline: PALMERSTON NORTH, May 3.: [571, 1865, 695, 1887]
article-paragraph: No information is available in Christchurch in regard to the extradition of D. C. M'Intyre.: [18, 31, 152, 73]
section-divider: [891, 67, 930, 68]
article-paragraph: The Rev. Otho Fitzgerald, who filled the office of vicar of Holy Trinity parish, Lyttelton, during the absence of the Rev. Canon Coates, has relinquished the position after a year of very successful work. He declined to accept a farewell presentation, and at the annual meeting of parishioners a resolution of appreciation was carried by acclamation. Mr Fitzgerald, in acknowledging the resolution, said that he wished to explain why he would not take a presentation. He thought that the whole idea of presentations was wrong, especially in connection with church work, and that the idea of getting a presentation in return for everything one did tended to make people lose sight of the reason why they should do things—because it was their duty to do them.: [18, 1722, 152, 2005]
article-heading: ANTI-GAMBLING CRUSADE.: [725, 1488, 814, 1513]
section-divider: [751, 432, 788, 433]
byline: By Telegraph—Press Association.: [453, 1371, 540, 1392]
received-time: Received May 3, 9.14 a.m.: [301, 1765, 415, 1775]
article-heading: TRAMWAY ACCIDENT IN WELLINGTON.: [846, 37, 975, 62]
article-heading: TARANAKI BY-ELECTION.: [593, 1393, 673, 1419]
received-time: Received May 3, 10.7 a.m.: [439, 120, 553, 131]
article-paragraph: It is stated that the necessary financial arrangements have been made for a crematorium at Wellington, and a site at Karori has been set aside for its erection.: [18, 118, 152, 192]
dateline: WELLINGTON, May 3.: [861, 166, 959, 177]
cable-news-heading: CABLE NEWS.: [434, 31, 558, 81]
dateline: SYDNEY, April 3.: [733, 972, 806, 982]
article-subheading: THREE MEN INJURED.: [859, 130, 961, 140]
section-divider: [477, 428, 514, 429]
article-paragraph: In the Exchange Buildings, the Wairarapa Furnishing Company has now on view a line of duchess pairs at £3 10s, also leather and saddle-bag couches at very low rates.: [164, 1209, 283, 1283]
section-heading: A STEAMER WRECKED.: [715, 1354, 825, 1365]
section-divider: [571, 2009, 695, 2010]
article-paragraph: At the last meeting of the Carterton Borough Council it transpired that forty householders had connected with the gas main, and the manager reported that 1,000 cubic feet of gas was escaping from the mains per diem.: [164, 329, 283, 424]
article-paragraph: He dwelt on the great advantage that would accrue to South Africa if the duties on tobacco and wine were reduced. He emphasised the fact that two territories of South Africa which were absolutely under the control of the British Government had been directed to adhere to the Customs Union of South Africa, which gave preference to the Motherland. He hoped that this fact indicated the possibility of another advance.: [295, 342, 421, 520]
cable-news-heading: CABLE NEWS.: [571, 31, 695, 81]
acrostic-line: B for the Bronchitis hourly you get;: [168, 2450, 279, 2468]
received-time: Received May 4, 12.22 a.m.: [711, 960, 829, 970]
acrostic-line: A stands for Asthma, the patient may fret;: [168, 2433, 279, 2451]
article-paragraph: The applicant was dead in law about 15 years ago. He fell over a precipice, the injuries affected him mentally, and he wandered about Australia for 14 or 15 years, till a surgical operation restored his faculties.: [708, 237, 832, 331]
advertisement-text: "Some little time ago," says Mr J. G. Boyle, Kilmorack, W.A., "I was suffering from a severe cough, which threatened to leave a serious form. Hearing so much about Chamberlain's Cough Remedy I decided to give it a trial. I got a bottle and the effect was magical, as the cough quickly ceased; by the time I had finished the first bottle." For sale by T. G. Mason, Masterton.: [571, 2014, 695, 2120]
article-paragraph: Rae and Perkins were taken to the Hospital suffering from cuts and contusions.: [845, 596, 976, 628]
article-paragraph: The sacrament of the Lord's supper will be dispensed at the morning service in Knox Church, tomorrow. The subject will be "The Cross of Christ as the Revealer of God's Heart and Man's Heart." In the evening a special sermon will be delivered to young men—"The Young Man and Sport." All young men are cordially invited. The preacher will be the Rev. A. T. Thompson.: [164, 1562, 283, 1720]
article-paragraph: The fishing season throughout Taranaki has been somewhat disappointing this year. "Not enough water," one member said at a meeting of the Hawera Acclimatisation Society. "Too much water and not enough fish," was the experience of another member. The Chairman said that some very good bags had been secured, but it was generally agreed that throughout the colony the fishing season had been much less favourable than usual.: [18, 1088, 152, 1256]
column-7: [839, 27, 976, 2202]
received-time: Received May 3, 7.30 a.m.: [301, 148, 415, 158]
column-5: [565, 27, 702, 2318]
received-time: Received May 3, 9.14 a.m.: [301, 2227, 415, 2238]
section-divider: [751, 650, 788, 651]
article-paragraph: A serious accident occurred on the Brooklyn section of the city tramway, this evening, resulting in the death of Mrs Bell, of Murchison, and the infliction of injuries on her husband, Thomas Bell, the motorman (John Rae), and the conductor (Arthur Perkins).: [845, 179, 976, 273]
advertisement-text: Rheumo cures rheumatism and kindred complaints. It eliminates the excess uric acid and purifies the blood. All chemists and stores, 2/6 and 4/6. Try it.: [18, 2243, 152, 2288]
article-paragraph: Last week a lecture, under the auspices of the Tariff Reform League, was given in the Mission Hall, St. Clements Street, Oxford, by Mr F. H. Templar, Councillor Meadows, President of the East Ward Branch, occupied the chair. Mr Templar began by saying that he proposed to make a few observations with regard to his subject. He had lived at the other end of the world a great number of years, and yet he had not lost that feeling for the Old Country which made those abroad still call her "Home." On returning, one must expect to find changes, but one of the greatest changes was that change which had come over rural England. One thing which struck him was the miles and miles of pure meadow land, and yet the only occupants of those fields seemed to be the starving rooks and the busiest labourer was the mole. What a contrast between the England of now and the England which he loved when a young man. In the country he had lived in, the fields were humming with busy industry, and the only unemployed he had seen in New Zealand was the man who would not work. The man who would not work had no food, and the man who would work must then be wanted. He spoke that night from a purely colonial view. He belonged to no party and he confessed he did not understand the English political parties as he found them today. When he went away there were two parties, Conservative and Liberal. He was an Imperialist to the heart's core. New Zealand consisted of the North and the South Islands, the size being a little less than that of Great Britain and Ireland. They did not succeed until 1868 in winning the country from the Maori. As a race the Maoris were the finest set of men he had ever come across. In New Zealand they had native doctors, native clergymen and even native solicitors. They would see the Maori was not a particularly big fool. What was the position of the labourer behind the tariff wall? Was work scarce? No! Was living dearer? He found it free trade England that living was quite as high as behind the tariff wall of New Zealand. He then referred to the various prices of foodstuffs in the colony, and said that each man, woman and child had nine pounds to his credit in the bank. That was behind a high tariff wall. The lecture was illustrated by some fine views, and the proceedings terminated with a vote of thanks to the lecturer, proposed by the chairman and seconded by Mr Roberts, also of New Zealand.: [845, 1015, 976, 1936]
section-heading: SIR WILLIAM LYNE ATTACKS MR ASQUITH.: [303, 1897, 414, 1918]
received-time: Received May 3, 10.7 a.m.: [301, 1921, 415, 1932]
section-divider: [891, 101, 930, 102]
received-time: Received May 3, 10.7 a.m.: [439, 1249, 553, 1260]
section-divider: [891, 123, 930, 124]
article-paragraph: The debate will be resumed to-day.: [295, 662, 421, 682]
dateline: LONDON, March 18.: [865, 1002, 955, 1013]
ad-heading: FRIENDS WITH YEAR: [448, 2120, 544, 2131]
section-heading: THE COLONIAL PREMIERS.: [596, 859, 670, 881]
article-paragraph: The announcement of a "flood sale" at Mr A. Murray's Glasgow House, in Queen Street, caused quite a sensation in that vicinity, yesterday afternoon, and owing to the great preparations that were being made many people were anxious to purchase goods but could not, the shop doors being open for the purpose of drying the shop and stock. Mr Murray apologises to the many people he had to refuse on account of re-arranging and re-marking the goods. He intends to quit the whole stock at the prices marked.: [164, 1722, 283, 1942]
